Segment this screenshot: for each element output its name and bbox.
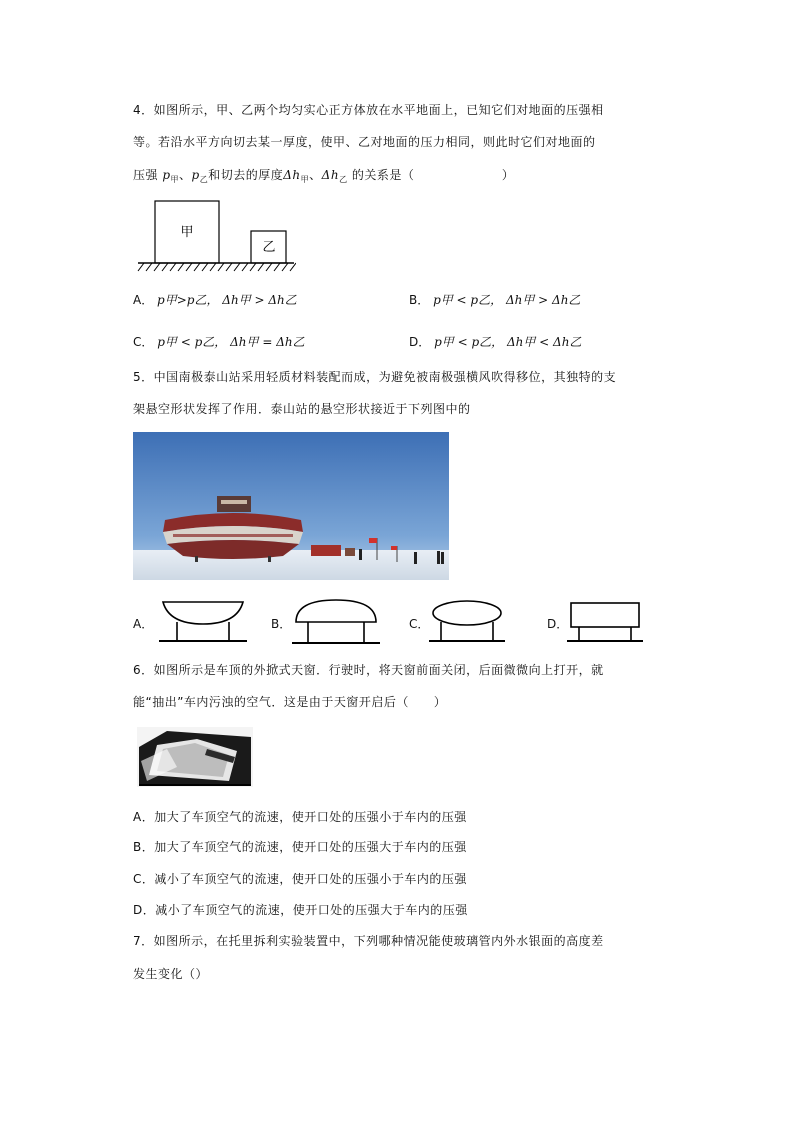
q4-option-d-text1: p甲 < p乙， (434, 335, 504, 349)
q4-option-a-text2: Δh甲 > Δh乙 (222, 293, 297, 307)
q4-option-b-text2: Δh甲 > Δh乙 (505, 293, 581, 307)
q4-cubes-figure (136, 198, 296, 274)
q5-option-c-label[interactable]: C． (409, 617, 430, 631)
q4-and: 、 (179, 168, 192, 182)
q5-line1: 5．中国南极泰山站采用轻质材料装配而成，为避免被南极强横风吹得移位，其独特的支 (133, 370, 617, 384)
q4-option-d-text2: Δh甲 < Δh乙 (506, 335, 582, 349)
q4-option-c-text2: Δh甲 = Δh乙 (230, 335, 305, 349)
q4-line3-mid: 和切去的厚度 (208, 168, 284, 182)
cube-yi-label: 乙 (262, 240, 276, 255)
q5-option-c-shape[interactable] (427, 598, 507, 646)
q4-option-c[interactable] (133, 333, 305, 350)
q6-option-d[interactable]: D．减小了车顶空气的流速，使开口处的压强大于车内的压强 (133, 903, 468, 917)
q4-option-c-label: C． (133, 335, 154, 349)
q4-option-b-text1: p甲 < p乙， (433, 293, 503, 307)
q5-line2: 架悬空形状发挥了作用．泰山站的悬空形状接近于下列图中的 (133, 402, 471, 416)
q4-and-2: 、 (309, 168, 322, 182)
q5-option-d-shape[interactable] (565, 600, 645, 646)
q4-option-b[interactable] (409, 291, 580, 308)
cube-jia-label: 甲 (180, 225, 194, 240)
q5-option-a-label[interactable]: A． (133, 617, 154, 631)
q4-option-d[interactable] (409, 333, 581, 350)
dh-yi-symbol: $\Delta h_乙$ (321, 168, 348, 184)
q6-option-a[interactable]: A．加大了车顶空气的流速，使开口处的压强小于车内的压强 (133, 810, 467, 824)
dh-jia-symbol: $\Delta h_甲$ (283, 168, 310, 184)
q5-option-b-label[interactable]: B． (271, 617, 292, 631)
sunroof-photo (137, 727, 253, 787)
q5-option-a-shape[interactable] (157, 598, 249, 646)
q6-line2: 能“抽出”车内污浊的空气．这是由于天窗开启后（ ） (133, 695, 447, 709)
q4-line3-end: 的关系是（ ） (351, 168, 515, 182)
q7-line1: 7．如图所示，在托里拆利实验装置中，下列哪种情况能使玻璃管内外水银面的高度差 (133, 934, 604, 948)
taishan-station-photo (133, 432, 449, 580)
p-jia-symbol: $p_甲$ (162, 168, 180, 184)
p-yi-symbol: $p_乙$ (191, 168, 209, 184)
q4-line3 (133, 166, 514, 185)
q4-line2: 等。若沿水平方向切去某一厚度，使甲、乙对地面的压力相同，则此时它们对地面的 (133, 135, 596, 149)
q4-option-a[interactable] (133, 291, 297, 308)
q7-line2: 发生变化（） (133, 967, 209, 981)
q6-option-b[interactable]: B．加大了车顶空气的流速，使开口处的压强大于车内的压强 (133, 840, 467, 854)
ground-hatching (138, 263, 296, 271)
q4-option-a-text1: p甲>p乙， (157, 293, 219, 307)
q4-option-c-text1: p甲 < p乙， (157, 335, 227, 349)
q5-option-d-label[interactable]: D． (547, 617, 569, 631)
q6-option-c[interactable]: C．减小了车顶空气的流速，使开口处的压强小于车内的压强 (133, 872, 467, 886)
q4-option-d-label: D． (409, 335, 431, 349)
q6-line1: 6．如图所示是车顶的外掀式天窗．行驶时，将天窗前面关闭，后面微微向上打开，就 (133, 663, 604, 677)
q4-option-a-label: A． (133, 293, 154, 307)
q4-option-b-label: B． (409, 293, 430, 307)
q4-line1: 4．如图所示，甲、乙两个均匀实心正方体放在水平地面上，已知它们对地面的压强相 (133, 103, 604, 117)
q4-line3-pre: 压强 (133, 168, 159, 182)
q5-option-b-shape[interactable] (290, 596, 382, 648)
